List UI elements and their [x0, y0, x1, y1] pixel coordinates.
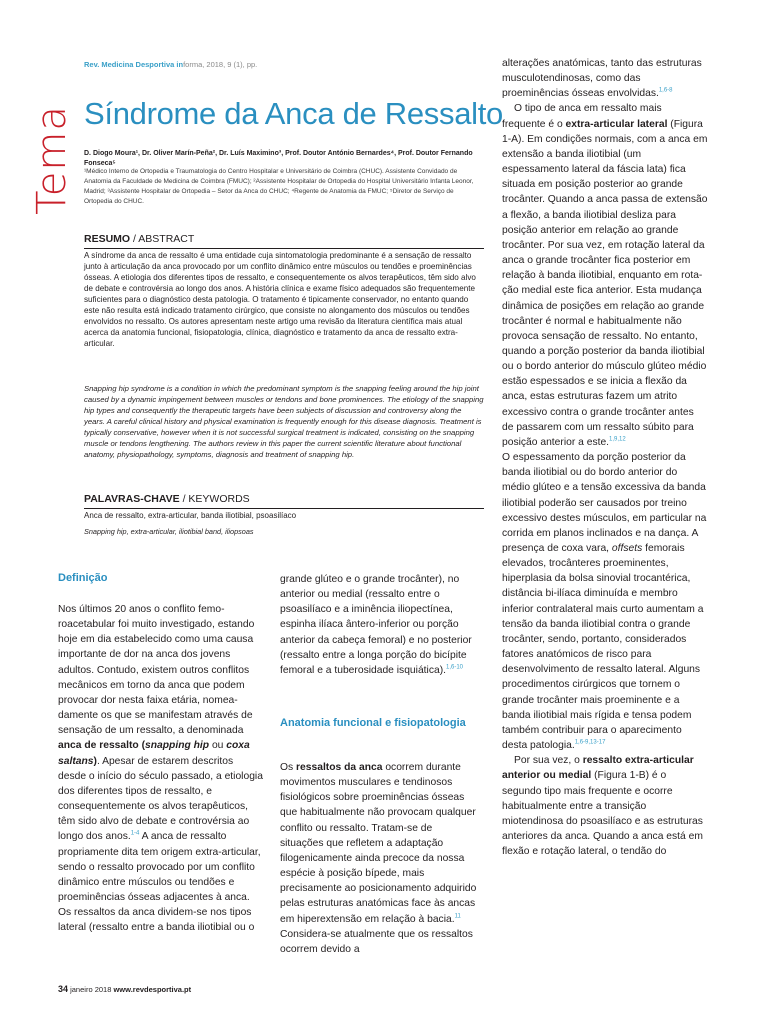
column-2-lower	[280, 760, 478, 957]
col3-text-2b: (Figura 1-A). Em condições normais, com a anca em extensão a banda iliotibial (um espessamento lateral da fáscia lata) fica situada em posição posterior ao grande trocânter. Quando a anca passa de extensão a flexão, a banda iliotibial desliza para posição anterior em relação ao grande trocânter. Por sua vez, em rotação lateral da anca o grande trocânter fica posterior em relação à banda iliotibial, enquanto em rotação medial este fica anterior. Esta mudança dinâmica de posições em relação ao grande trocânter é normal e habitualmente não provoca sensação de ressalto. No entanto, quando a porção posterior da banda iliotibial ou o bordo anterior do músculo glúteo médio estão espessados e se inicia a flexão da anca, estas estruturas fazem um atrito excessivo contra o grande trocânter antes de passarem com um ressalto súbito para posição anterior a este.	[502, 118, 708, 448]
col3-text-4a: Por sua vez, o	[514, 755, 583, 767]
col3-text-2a: O tipo de anca em ressalto mais frequente é o	[502, 103, 662, 130]
col1-ref-1: 1-4	[130, 830, 140, 837]
col2-term: ressaltos da anca	[296, 762, 383, 773]
section-side-label	[30, 100, 74, 220]
col2-ref-1: 1,6-10	[446, 664, 464, 671]
col3-paragraph-2	[502, 101, 708, 450]
col3-text-3b: femorais elevados, trocânteres proeminentes, hiperplasia da bolsa sinovial trocantérica, distância bi-ilíaca diminuída e membro inferior contralateral mais curto aumentam a tensão da banda iliotibial contra o grande trocânter, sendo, portanto, considerados fatores anatómicos de risco para desenvolvimento de ressalto lateral. Alguns procedimentos cirúrgicos que tornem o grande trocânter mais proeminente e a banda iliotibial mais rígida e tensa podem também contribuir para o aparecimento desta patologia.	[502, 543, 704, 752]
journal-name: Rev. Medicina Desportiva in	[84, 60, 184, 69]
col2-text-2a: Os	[280, 762, 297, 773]
col1-paragraph	[58, 602, 264, 935]
keywords-heading-rest: / KEYWORDS	[179, 493, 250, 505]
resumo-heading-rest: / ABSTRACT	[130, 233, 195, 245]
authors: D. Diogo Moura¹, Dr. Oliver Marín-Peña², Dr. Luís Maximino³, Prof. Doutor António Bernardes⁴, Prof. Doutor Fernando Fonseca⁵	[84, 150, 473, 167]
abstract-text: Snapping hip syndrome is a condition in which the predominant symptom is the snapping feeling around the hip joint caused by a dynamic impingement between muscles or tendons and bone prominences. The etiology of the snapping hip types and consequently the therapeutic targets have been subjects of discussion and controversy along the years. A careful clinical history and physical examination is frequently enough for this disease diagnosis. Treatment is typically conservative, however when it is not successful surgical treatment is indicated, consisting on the snapping muscle or tendons lengthening. The authors review in this paper the current scientific literature about functional anatomy, physiopathology, symptoms, diagnosis and treatment of snapping hip.	[84, 384, 484, 459]
col1-text-c: A anca de ressalto propriamente dita tem origem extra-articular, sendo o ressalto provocado por um conflito dinâmico entre músculos ou tendões e proeminências ósseas adjacentes à anca. Os ressaltos da anca dividem-se nos tipos lateral (ressalto entre a banda iliotibial ou o	[58, 831, 261, 934]
footer-date: janeiro 2018	[68, 985, 114, 994]
column-2	[280, 572, 478, 678]
col3-ref-1: 1,6-8	[658, 87, 673, 94]
definition-heading: Definição	[58, 572, 108, 584]
page-footer	[58, 984, 191, 994]
col3-offsets: offsets	[611, 543, 643, 554]
col1-term-en1: snapping hip	[145, 740, 210, 752]
col3-paragraph-3	[502, 450, 708, 753]
col3-ref-2: 1,9,12	[609, 436, 626, 443]
col2-paragraph-2	[280, 760, 478, 957]
col1-text-b: . Apesar de estarem descritos desde o início do século passado, a etiologia dos diferentes tipos de ressalto, e consequentemente os alvos terapêuticos, têm sido alvo de debate e controvérsia ao longo dos anos.	[58, 755, 263, 843]
col3-text-1: alterações anatómicas, tanto das estruturas musculotendinosas, como das proeminências ósseas envolvidas.	[502, 58, 702, 100]
col2-ref-2: 11	[454, 913, 461, 920]
journal-issue: forma, 2018, 9 (1), pp.	[183, 60, 258, 69]
col2-text-2c: Considera-se atualmente que os ressaltos ocorrem devido a	[280, 928, 473, 955]
col3-text-4b: (Figura 1-B) é o segundo tipo mais frequente e ocorre habitualmente entre a transição miotendinosa do psoasilíaco e as estruturas anteriores da anca. Quando a anca está em flexão e rotação lateral, o tendão do	[502, 770, 703, 858]
col2-text-2b: ocorrem durante movimentos musculares e tendinosos fisiológicos sobre proeminências ósseas que habitualmente não provocam qualquer conflito ou ressalto. Tratam-se de situações que refletem a adaptação filogenicamente ainda precoce da nossa espécie à posição bípede, mais precisamente ao posicionamento adquirido pelas estruturas anatómicas face às ancas em hiperextensão em relação à bacia.	[280, 762, 477, 925]
resumo-text: A síndrome da anca de ressalto é uma entidade cuja sintomatologia predominante é a sensação de ressalto junto à articulação da anca provocado por um conflito dinâmico entre músculos ou tendões e proeminências ósseas. A etiologia dos diferentes tipos de ressalto, e consequentemente os alvos terapêuticos, têm sido alvo de debate e controvérsia ao longo dos anos. A história clínica e exame físico adequados são frequentemente suficientes para o diagnóstico desta patologia. O tratamento é tipicamente conservador, no entanto quando este não resulta está indicado tratamento cirúrgico, que consiste no alongamento dos músculos ou tendões envolvidos no ressalto. Os autores apresentam neste artigo uma revisão da literatura científica mais atual acerca da anatomia funcional, fisiopatologia, clínica, diagnóstico e tratamento da anca de ressalto extra-articular.	[84, 251, 476, 348]
keywords-heading-bold: PALAVRAS-CHAVE	[84, 493, 180, 505]
affiliations: ¹Médico Interno de Ortopedia e Traumatologia do Centro Hospitalar e Universitário de Coimbra (CHUC). Assistente Convidado de Anatomia da Faculdade de Medicina de Coimbra (FMUC); ²Assistente Hospitalar de Ortopedia do Hospital Universitário Infanta Leonor, Madrid; ³Assistente Hospitalar de Ortopedia – Setor da Anca do CHUC; ⁴Regente de Anatomia da FMUC; ⁵Diretor de Serviço de Ortopedia do CHUC.	[84, 168, 474, 205]
col3-ref-3: 1,6-9,13-17	[574, 739, 606, 746]
resumo-heading	[84, 233, 484, 249]
article-title: Síndrome da Anca de Ressalto	[84, 96, 503, 131]
column-1	[58, 602, 264, 935]
resumo-heading-bold: RESUMO	[84, 233, 131, 245]
journal-citation	[84, 60, 257, 69]
footer-website: www.revdesportiva.pt	[113, 985, 192, 994]
col2-text-1: grande glúteo e o grande trocânter), no anterior ou medial (ressalto entre o psoasilíaco e a iminência iliopectínea, espinha ilíaca ântero-inferior ou porção anterior da cabeça femoral) e no posterior (ressalto entre a longa porção do bicípite femoral e a tuberosidade isquiática).	[280, 574, 472, 676]
col1-term: anca de ressalto	[58, 740, 139, 752]
keywords-pt: Anca de ressalto, extra-articular, banda iliotibial, psoasilíaco	[84, 511, 297, 520]
col1-term-ou: ou	[209, 740, 227, 752]
column-3	[502, 56, 708, 859]
keywords-heading	[84, 493, 484, 509]
col3-paragraph-1	[502, 56, 708, 101]
col3-paragraph-4	[502, 753, 708, 859]
col3-term-1: extra-articular lateral	[565, 118, 668, 130]
col1-paren-open: (	[141, 740, 146, 752]
page-number: 34	[58, 984, 69, 994]
col1-paren-close: )	[93, 755, 97, 767]
col3-term-2: ressalto extra-articular anterior ou medial	[502, 755, 694, 782]
keywords-en: Snapping hip, extra-articular, iliotibial band, iliopsoas	[84, 527, 254, 536]
col2-paragraph-1	[280, 572, 478, 678]
col3-text-3a: O espessamento da porção posterior da banda iliotibial ou do bordo anterior do médio glúteo e a tensão excessiva da banda iliotibial poderão ser causados por treino excessivo destes músculos, em particular na corrida em planos inclinados e na dança. A presença de coxa vara,	[502, 452, 707, 554]
col1-term-en2: coxa saltans	[58, 740, 250, 767]
anatomy-heading: Anatomia funcional e fisiopatologia	[280, 717, 466, 729]
col1-text-a: Nos últimos 20 anos o conflito femoroacetabular foi muito investigado, estando hoje em dia estabelecido como uma causa importante de dor na anca dos jovens adultos. Contudo, existem outros conflitos mecânicos em torno da anca que podem provocar dor nesta faixa etária, nomeadamente os que se manifestam através de sensação de um ressalto, a denominada	[58, 604, 255, 737]
section-side-label-text: Tema	[29, 105, 75, 215]
